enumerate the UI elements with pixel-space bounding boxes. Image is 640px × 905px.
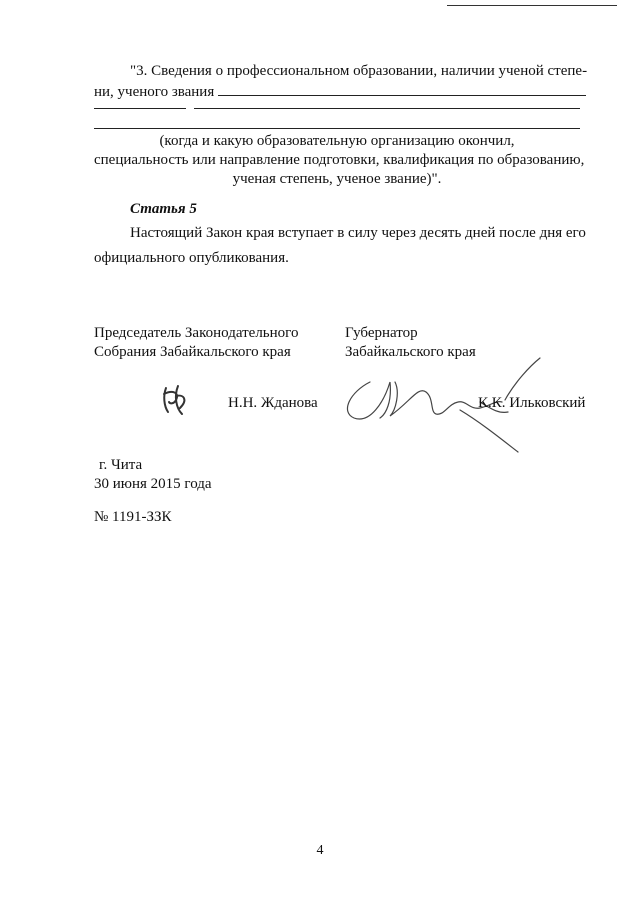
section3-line1: "3. Сведения о профессиональном образовании, наличии ученой степе- <box>130 63 588 79</box>
fill-line-long <box>194 108 580 109</box>
top-edge-rule <box>447 5 617 6</box>
right-signatory-title2: Забайкальского края <box>345 344 476 360</box>
fill-line <box>218 94 586 96</box>
page-number: 4 <box>316 843 324 858</box>
law-number: № 1191-ЗЗК <box>94 509 172 525</box>
section3-caption2: специальность или направление подготовки, квалификация по образованию, <box>94 152 585 168</box>
section3-caption3: ученая степень, ученое звание)". <box>232 171 442 187</box>
left-signatory-name: Н.Н. Жданова <box>228 395 318 411</box>
right-signatory-name: К.К. Ильковский <box>478 395 586 411</box>
article5-text1: Настоящий Закон края вступает в силу через десять дней после дня его <box>130 225 586 241</box>
section3-line2-text: ни, ученого звания <box>94 84 215 100</box>
right-signatory-title1: Губернатор <box>345 325 418 341</box>
left-signatory-title1: Председатель Законодательного <box>94 325 299 341</box>
section3-line2 <box>94 84 586 101</box>
left-signature-icon <box>158 382 194 422</box>
left-signatory-title2: Собрания Забайкальского края <box>94 344 291 360</box>
article5-heading: Статья 5 <box>130 201 197 217</box>
fill-line-short <box>94 108 186 109</box>
city: г. Чита <box>99 457 143 473</box>
section3-caption1: (когда и какую образовательную организацию окончил, <box>159 133 515 149</box>
fill-line-full <box>94 128 580 129</box>
signing-date: 30 июня 2015 года <box>94 476 212 492</box>
article5-text2: официального опубликования. <box>94 250 289 266</box>
